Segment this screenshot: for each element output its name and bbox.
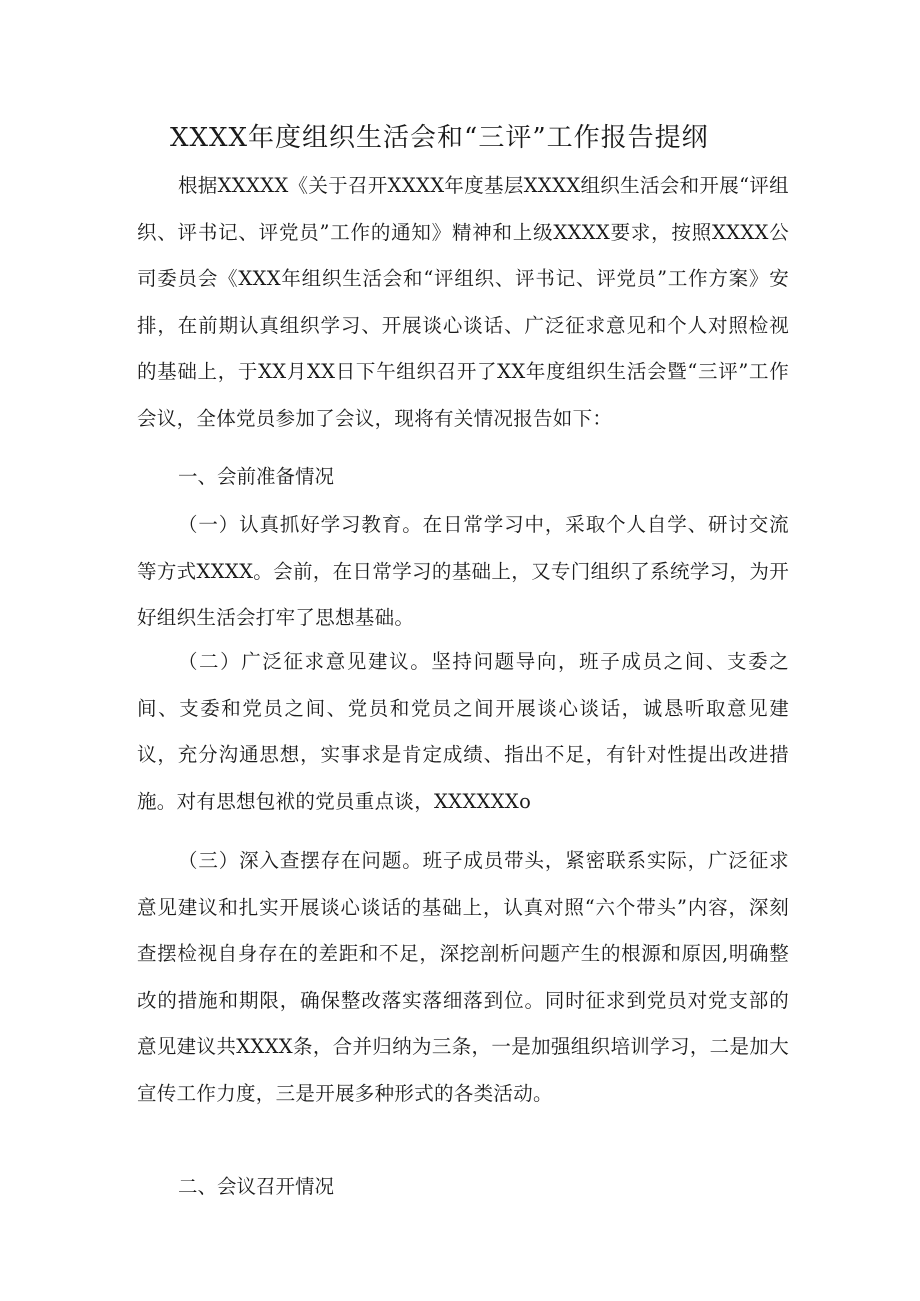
section-heading-preparation: 一、会前准备情况 <box>178 465 335 488</box>
intro-paragraph: 根据XXXXX《关于召开XXXX年度基层XXXX组织生活会和开展“评组织、评书记、评党员”工作的通知》精神和上级XXXX要求，按照XXXX公司委员会《XXX年组织生活会和“评组织、评书记、评党员”工作方案》安排，在前期认真组织学习、开展谈心谈话、广泛征求意见和个人对照检视的基础上，于XX月XX日下午组织召开了XX年度组织生活会暨“三评”工作会议，全体党员参加了会议，现将有关情况报告如下： <box>137 174 789 430</box>
section-heading-meeting: 二、会议召开情况 <box>178 1175 335 1198</box>
paragraph-identify-problems: （三）深入查摆存在问题。班子成员带头，紧密联系实际，广泛征求意见建议和扎实开展谈心谈话的基础上，认真对照“六个带头”内容，深刻查摆检视自身存在的差距和不足，深挖剖析问题产生的根源和原因,明确整改的措施和期限，确保整改落实落细落到位。同时征求到党员对党支部的意见建议共XXXX条，合并归纳为三条，一是加强组织培训学习，二是加大宣传工作力度，三是开展多种形式的各类活动。 <box>137 849 789 1105</box>
document-title: XXXX年度组织生活会和“三评”工作报告提纲 <box>170 123 709 153</box>
paragraph-study-education: （一）认真抓好学习教育。在日常学习中，采取个人自学、研讨交流等方式XXXX。会前，在日常学习的基础上，又专门组织了系统学习，为开好组织生活会打牢了思想基础。 <box>137 513 789 629</box>
paragraph-solicit-opinions: （二）广泛征求意见建议。坚持问题导向，班子成员之间、支委之间、支委和党员之间、党员和党员之间开展谈心谈话，诚恳听取意见建议，充分沟通思想，实事求是肯定成绩、指出不足，有针对性提出改进措施。对有思想包袱的党员重点谈，XXXXXXo <box>137 650 789 813</box>
